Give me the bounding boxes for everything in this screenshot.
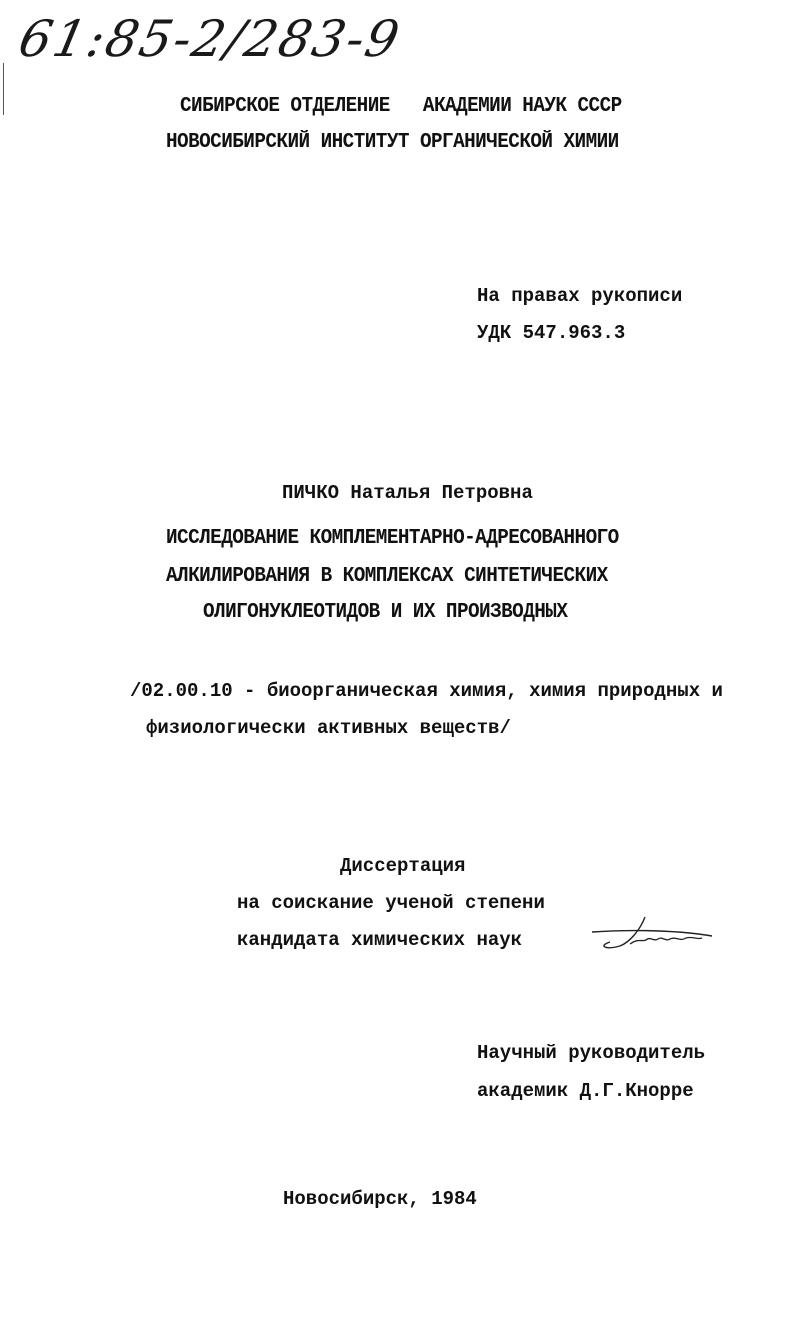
degree-type: Диссертация <box>340 855 466 877</box>
specialty-code-line-1: /02.00.10 - биоорганическая химия, химия природных и <box>130 680 723 702</box>
supervisor-name: академик Д.Г.Кнорре <box>477 1080 694 1102</box>
author-name: ПИЧКО Наталья Петровна <box>282 482 533 504</box>
manuscript-rights-note: На правах рукописи <box>477 285 683 307</box>
degree-level: кандидата химических наук <box>237 929 523 951</box>
dissertation-title-line-1: ИССЛЕДОВАНИЕ КОМПЛЕМЕНТАРНО-АДРЕСОВАННОГО <box>166 527 619 550</box>
signature-icon <box>590 912 715 957</box>
dissertation-title-line-2: АЛКИЛИРОВАНИЯ В КОМПЛЕКСАХ СИНТЕТИЧЕСКИХ <box>166 565 608 588</box>
specialty-code-line-2: физиологически активных веществ/ <box>146 717 511 739</box>
dissertation-title-line-3: ОЛИГОНУКЛЕОТИДОВ И ИХ ПРОИЗВОДНЫХ <box>203 601 568 624</box>
header-organization: СИБИРСКОЕ ОТДЕЛЕНИЕ АКАДЕМИИ НАУК СССР <box>180 95 622 118</box>
udk-code: УДК 547.963.3 <box>477 322 626 344</box>
header-institute: НОВОСИБИРСКИЙ ИНСТИТУТ ОРГАНИЧЕСКОЙ ХИМИИ <box>166 131 619 154</box>
degree-purpose: на соискание ученой степени <box>237 892 545 914</box>
place-and-year: Новосибирск, 1984 <box>283 1188 477 1210</box>
supervisor-label: Научный руководитель <box>477 1042 706 1064</box>
left-margin-mark <box>3 63 4 115</box>
handwritten-archive-number: 61:85-2/283-9 <box>13 10 406 68</box>
